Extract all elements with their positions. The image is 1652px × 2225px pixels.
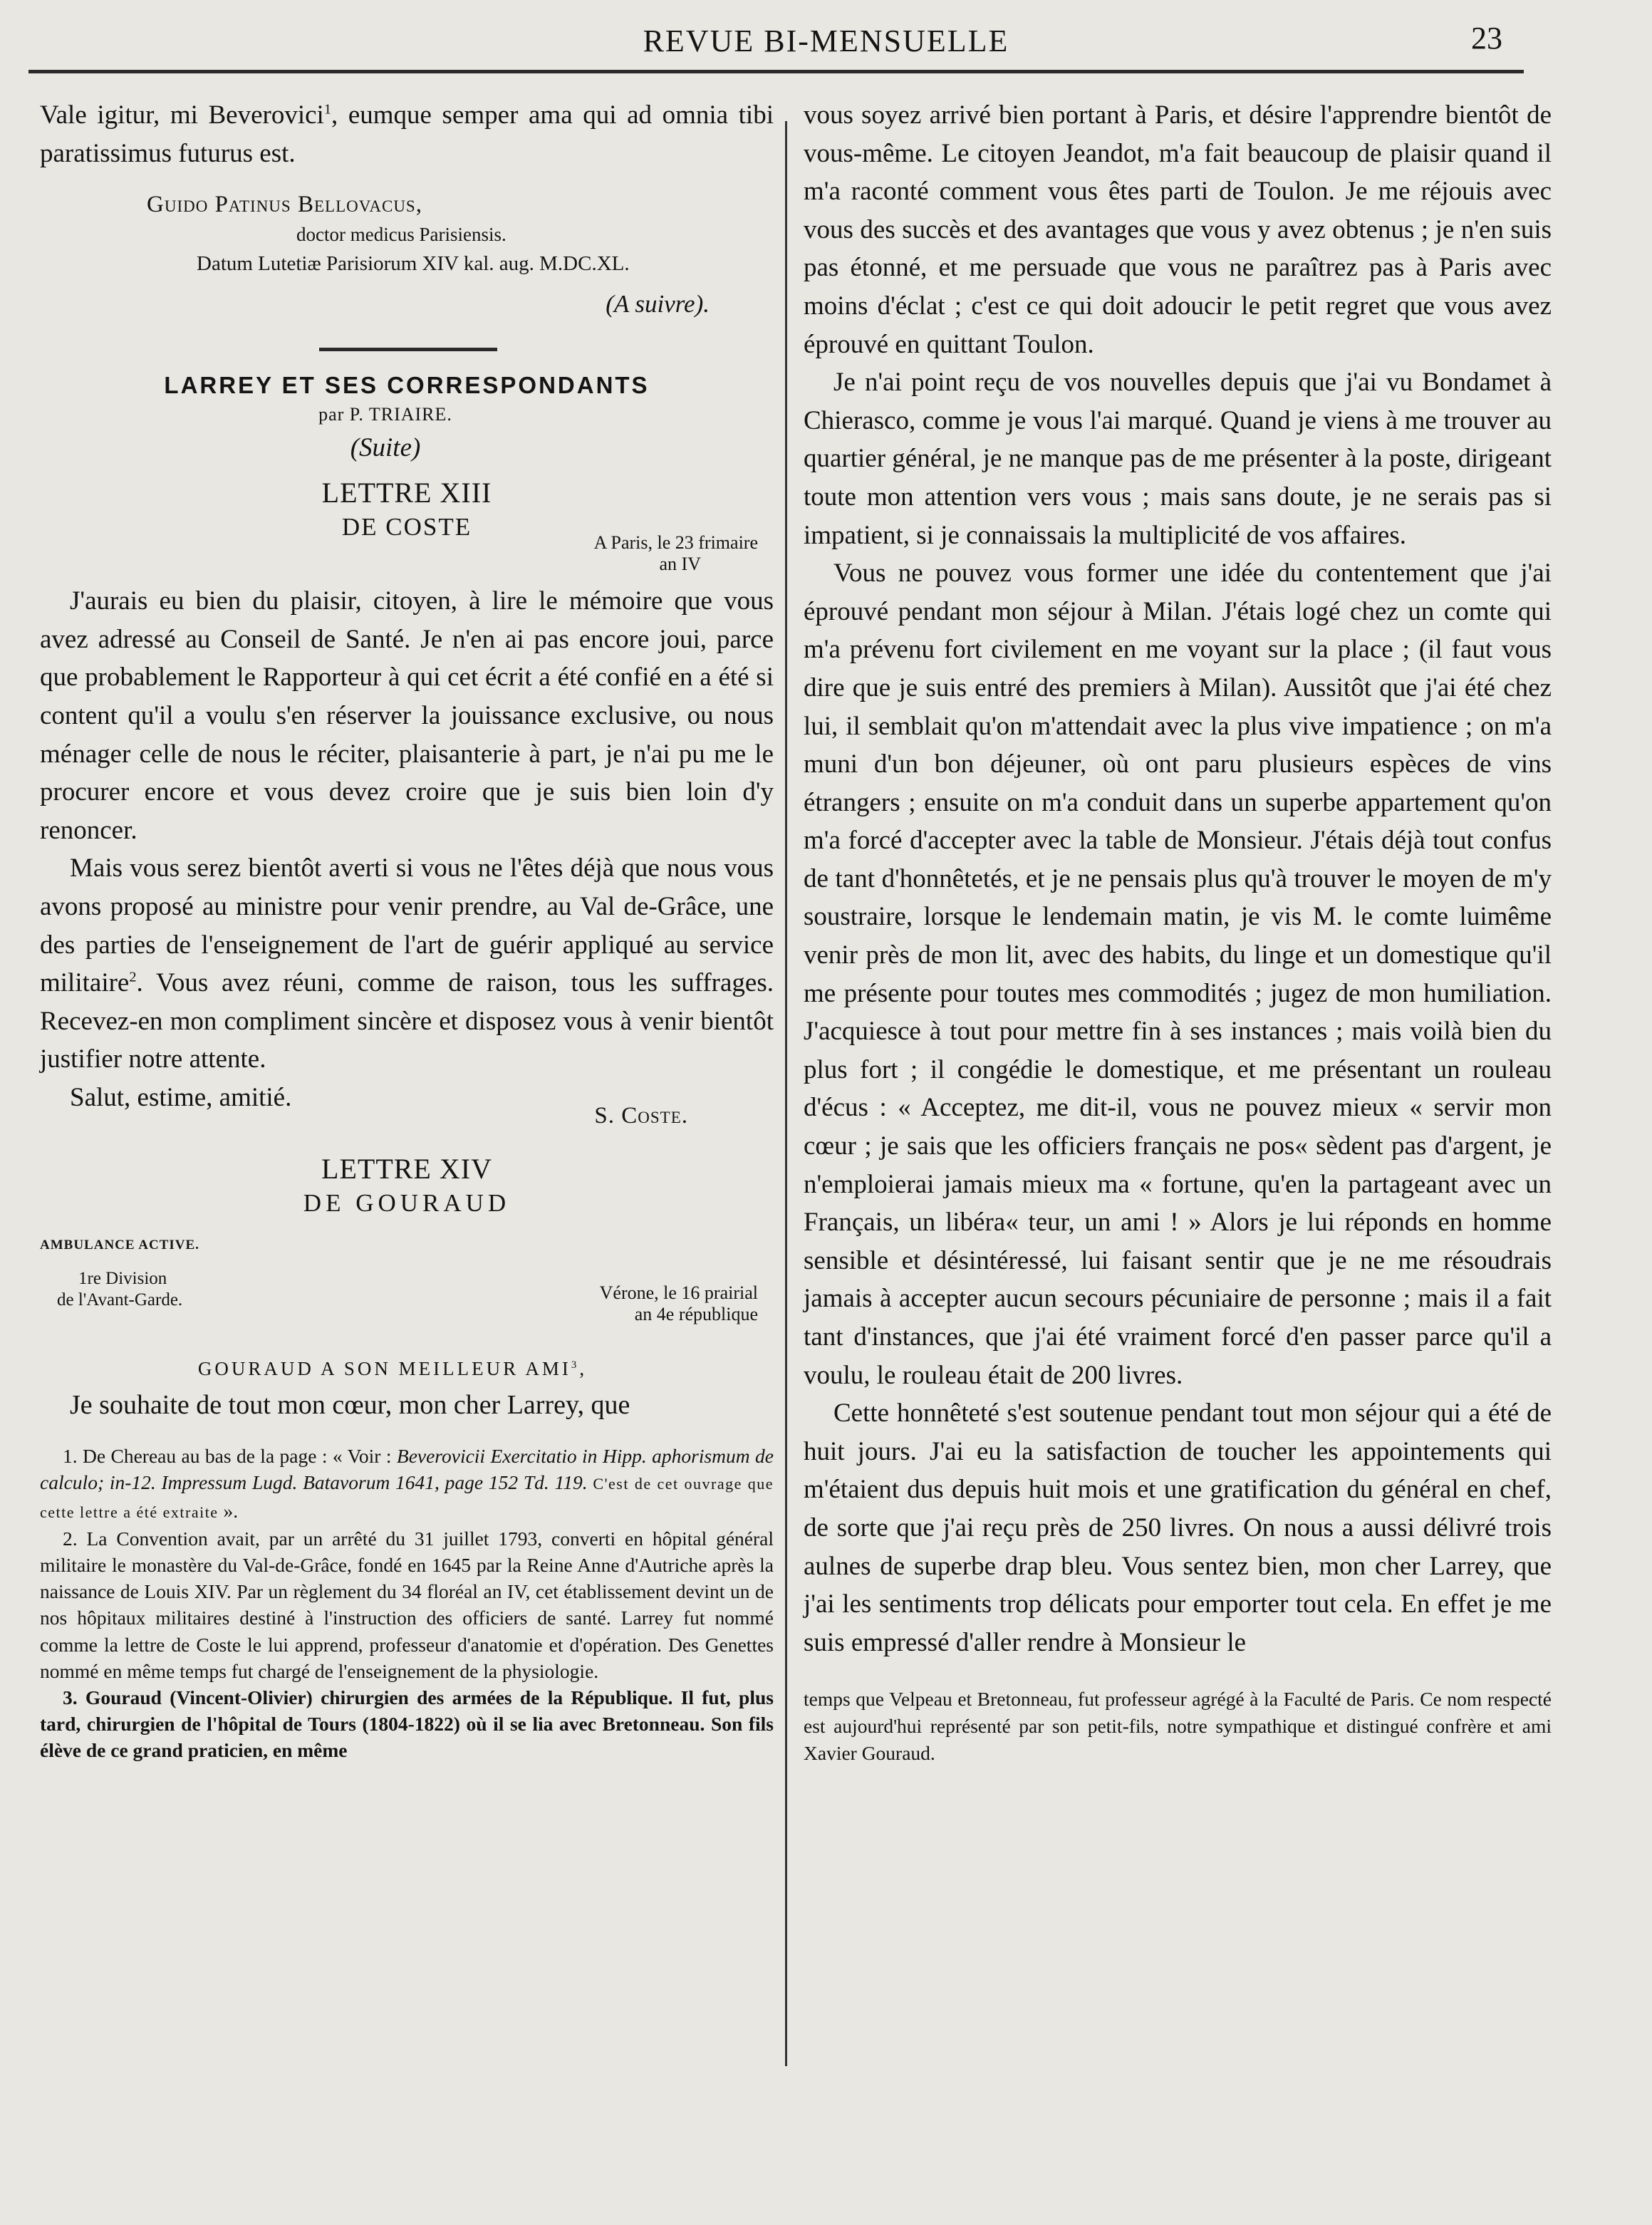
footnote-ref-2: 2 (129, 969, 137, 985)
latin-closing (40, 96, 774, 172)
letter-14-head (40, 1255, 774, 1324)
latin-text-end: , eumque semper ama qui ad omnia tibi paratissimus futurus est. (40, 100, 774, 168)
footnote-3: 3. Gouraud (Vincent-Olivier) chirurgien des armées de la République. Il fut, plus tard, chirurgien de l'hôpital de Tours (1804-1822) où il se lia avec Bretonneau. Son fils élève de ce grand praticien, en même (40, 1686, 774, 1762)
letter-13-date-2: an IV (659, 554, 701, 575)
letter-13-date-1: A Paris, le 23 frimaire (593, 532, 758, 554)
letter-14-date-2: an 4e république (634, 1303, 758, 1324)
article-author: par P. TRIAIRE. (318, 404, 452, 425)
section-rule (319, 348, 497, 351)
letter-13-from: DE COSTE (341, 513, 472, 541)
letter-14-date-1: Vérone, le 16 prairial (599, 1282, 758, 1303)
letter-13-paragraph-1: J'aurais eu bien du plaisir, citoyen, à lire le mémoire que vous avez adressé au Conseil de Santé. Je n'en ai pas encore joui, parce que probablement le Rapporteur à qui cet écrit a été confié en a été si content qu'il a voulu s'en réserver la jouissance exclusive, ou nous ménager celle de nous le réciter, plaisanterie à part, je n'ai pu me le procurer encore et vous devez croire que je suis bien loin d'y renoncer. (40, 586, 774, 845)
letter-14-opening: Je souhaite de tout mon cœur, mon cher Larrey, que (70, 1389, 630, 1420)
right-column (804, 96, 1552, 1766)
footnote-1-start: 1. De Chereau au bas de la page : « Voir : (63, 1445, 397, 1468)
letter-14-unit: AMBULANCE ACTIVE. (40, 1237, 199, 1252)
letter-13-p2-start: Mais vous serez bientôt averti si vous ne l'êtes déjà que nous vous avons proposé au ministre pour venir prendre, au Val de-Grâce, une des parties de l'enseignement de l'art de guérir appliqué au service militaire (40, 854, 774, 998)
letter-14-paragraph-2: Je n'ai point reçu de vos nouvelles depuis que j'ai vu Bondamet à Chierasco, comme je vous l'ai marqué. Quand je viens à me trouver au quartier général, je ne manque pas de me présenter à la poste, dirigeant toute mon attention vers vous ; mais sans doute, je ne serais pas si impatient, si je connaissais la multiplicité de vos affaires. (804, 368, 1552, 550)
letter-14-division (57, 1268, 182, 1311)
latin-signature-date: Datum Lutetiæ Parisiorum XIV kal. aug. M.DC.XL. (197, 252, 630, 276)
division-line-2: de l'Avant-Garde. (57, 1290, 183, 1309)
suite-label: (Suite) (350, 433, 421, 463)
article-title: LARREY ET SES CORRESPONDANTS (164, 372, 650, 399)
running-title: REVUE BI-MENSUELLE (643, 24, 1009, 58)
letter-13-dateline (594, 532, 774, 575)
footnote-ref-3: 3 (571, 1359, 580, 1371)
letter-13-signature: S. Coste. (594, 1102, 688, 1129)
division-line-1: 1re Division (78, 1268, 167, 1288)
latin-signature-title: doctor medicus Parisiensis. (296, 224, 506, 246)
letter-14-paragraph-1: vous soyez arrivé bien portant à Paris, et désire l'apprendre bientôt de vous-même. Le citoyen Jeandot, m'a fait beaucoup de plaisir quand il m'a raconté comment vous êtes parti de Toulon. Je me réjouis avec vous des succès et des avantages que vous y avez obtenus ; je n'en suis pas étonné, et me persuade que vous ne paraîtrez pas à Paris avec moins d'éclat ; c'est ce qui doit adoucir le petit regret que vous avez éprouvé en quittant Toulon. (804, 100, 1552, 359)
footnote-3-continued: temps que Velpeau et Bretonneau, fut professeur agrégé à la Faculté de Paris. Ce nom respecté est aujourd'hui représenté par son petit-fils, notre sympathique et distingué confrère et ami Xavier Gouraud. (804, 1688, 1552, 1764)
latin-signature-name: Guido Patinus Bellovacus, (147, 192, 422, 218)
letter-14-paragraph-3: Vous ne pouvez vous former une idée du contentement que j'ai éprouvé pendant mon séjour à Milan. J'étais logé chez un comte qui m'a prévenu fort civilement en me voyant sur la place ; (il faut vous dire que je suis entré des premiers à Milan). Aussitôt que j'ai été chez lui, il semblait qu'on m'attendait avec la plus vive impatience ; on m'a muni d'un bon déjeuner, où ont paru plusieurs espèces de vins étrangers ; ensuite on m'a conduit dans un superbe appartement qu'on m'a forcé d'accepter avec la table de Monsieur. J'étais déjà tout confus de tant d'honnêtetés, et je ne pensais plus qu'à trouver le moyen de m'y soustraire, lorsque le lendemain matin, je vis M. le comte luimême venir près de mon lit, avec des habits, du linge et un domestique qu'il me présente pour toutes mes commodités ; jugez de mon humiliation. J'acquiesce à tout pour mettre fin à ses instances ; mais voilà bien du plus fort ; il congédie le domestique, et me présentant un rouleau d'écus : « Acceptez, me dit-il, vous ne pouvez mieux « servir mon cœur ; je sais que les officiers français ne pos« sèdent pas d'argent, je n'emploierai jamais mieux ma « fortune, qu'en la partageant avec un Français, un libéra« teur, un ami ! » Alors je lui réponds en homme sensible et désintéressé, lui faisant sentir que je ne me résoudrais jamais à accepter aucun secours pécuniaire de personne ; mais il a fait tant d'instances, que j'ai été vraiment forcé d'en passer parce qu'il a voulu, le rouleau était de 200 livres. (804, 559, 1552, 1390)
letter-14-title: LETTRE XIV (321, 1152, 492, 1185)
footnotes-left (40, 1443, 774, 1763)
letter-14-salutation: GOURAUD A SON MEILLEUR AMI$^3$, (197, 1357, 588, 1379)
letter-14-from: DE GOURAUD (303, 1188, 511, 1217)
letter-14-paragraph-4: Cette honnêteté s'est soutenue pendant tout mon séjour qui a été de huit jours. J'ai eu la satisfaction de toucher les appointements qui m'étaient dus depuis huit mois et une gratification du général en chef, de sorte que j'ai reçu près de 250 livres. On nous a aussi délivré trois aulnes de superbe drap bleu. Vous sentez bien, mon cher Larrey, que j'ai les sentiments trop délicats pour emporter tout cela. En effet je me suis empressé d'aller rendre à Monsieur le (804, 1399, 1552, 1657)
header-rule (28, 70, 1524, 73)
page-number: 23 (1471, 21, 1502, 56)
to-follow-note: (A suivre). (606, 290, 710, 318)
letter-13-p2-end: . Vous avez réuni, comme de raison, tous les suffrages. Recevez-en mon compliment sincère et disposez vous à venir bientôt justifier notre attente. (40, 968, 774, 1074)
letter-13-paragraph-2 (40, 849, 774, 1079)
footnote-1-end: ». (218, 1499, 239, 1522)
salutation-text: GOURAUD A SON MEILLEUR AMI (197, 1357, 571, 1379)
footnote-2: 2. La Convention avait, par un arrêté du 31 juillet 1793, converti en hôpital général militaire le monastère du Val-de-Grâce, fondé en 1645 par la Reine Anne d'Autriche après la naissance de Louis XIV. Par un règlement du 34 floréal an IV, cet établissement devint un de nos hôpitaux militaires destiné à l'instruction des officiers de santé. Larrey fut nommé comme la lettre de Coste le lui apprend, professeur d'anatomie et d'opération. Des Genettes nommé en même temps fut chargé de l'enseignement de la physiologie. (40, 1527, 774, 1682)
letter-13-title: LETTRE XIII (321, 477, 492, 509)
column-divider (785, 121, 787, 2066)
footnote-1 (40, 1443, 774, 1525)
letter-13-head (40, 511, 774, 575)
left-column (40, 96, 774, 1764)
page-header (0, 20, 1652, 77)
footnote-1-title: Beverovicii Exercitatio in Hipp. aphorismum de calculo; in-12. Impressum Lugd. Batavorum 1641, page 152 Td. 119. (40, 1445, 774, 1494)
footnote-1-caps: C'est de cet ouvrage que cette lettre a été extraite (40, 1475, 774, 1521)
letter-13-closing: Salut, estime, amitié. (70, 1082, 292, 1112)
letter-14-dateline (600, 1282, 774, 1325)
latin-text: Vale igitur, mi Beverovici (40, 100, 324, 130)
footnote-ref-1: 1 (323, 101, 331, 118)
